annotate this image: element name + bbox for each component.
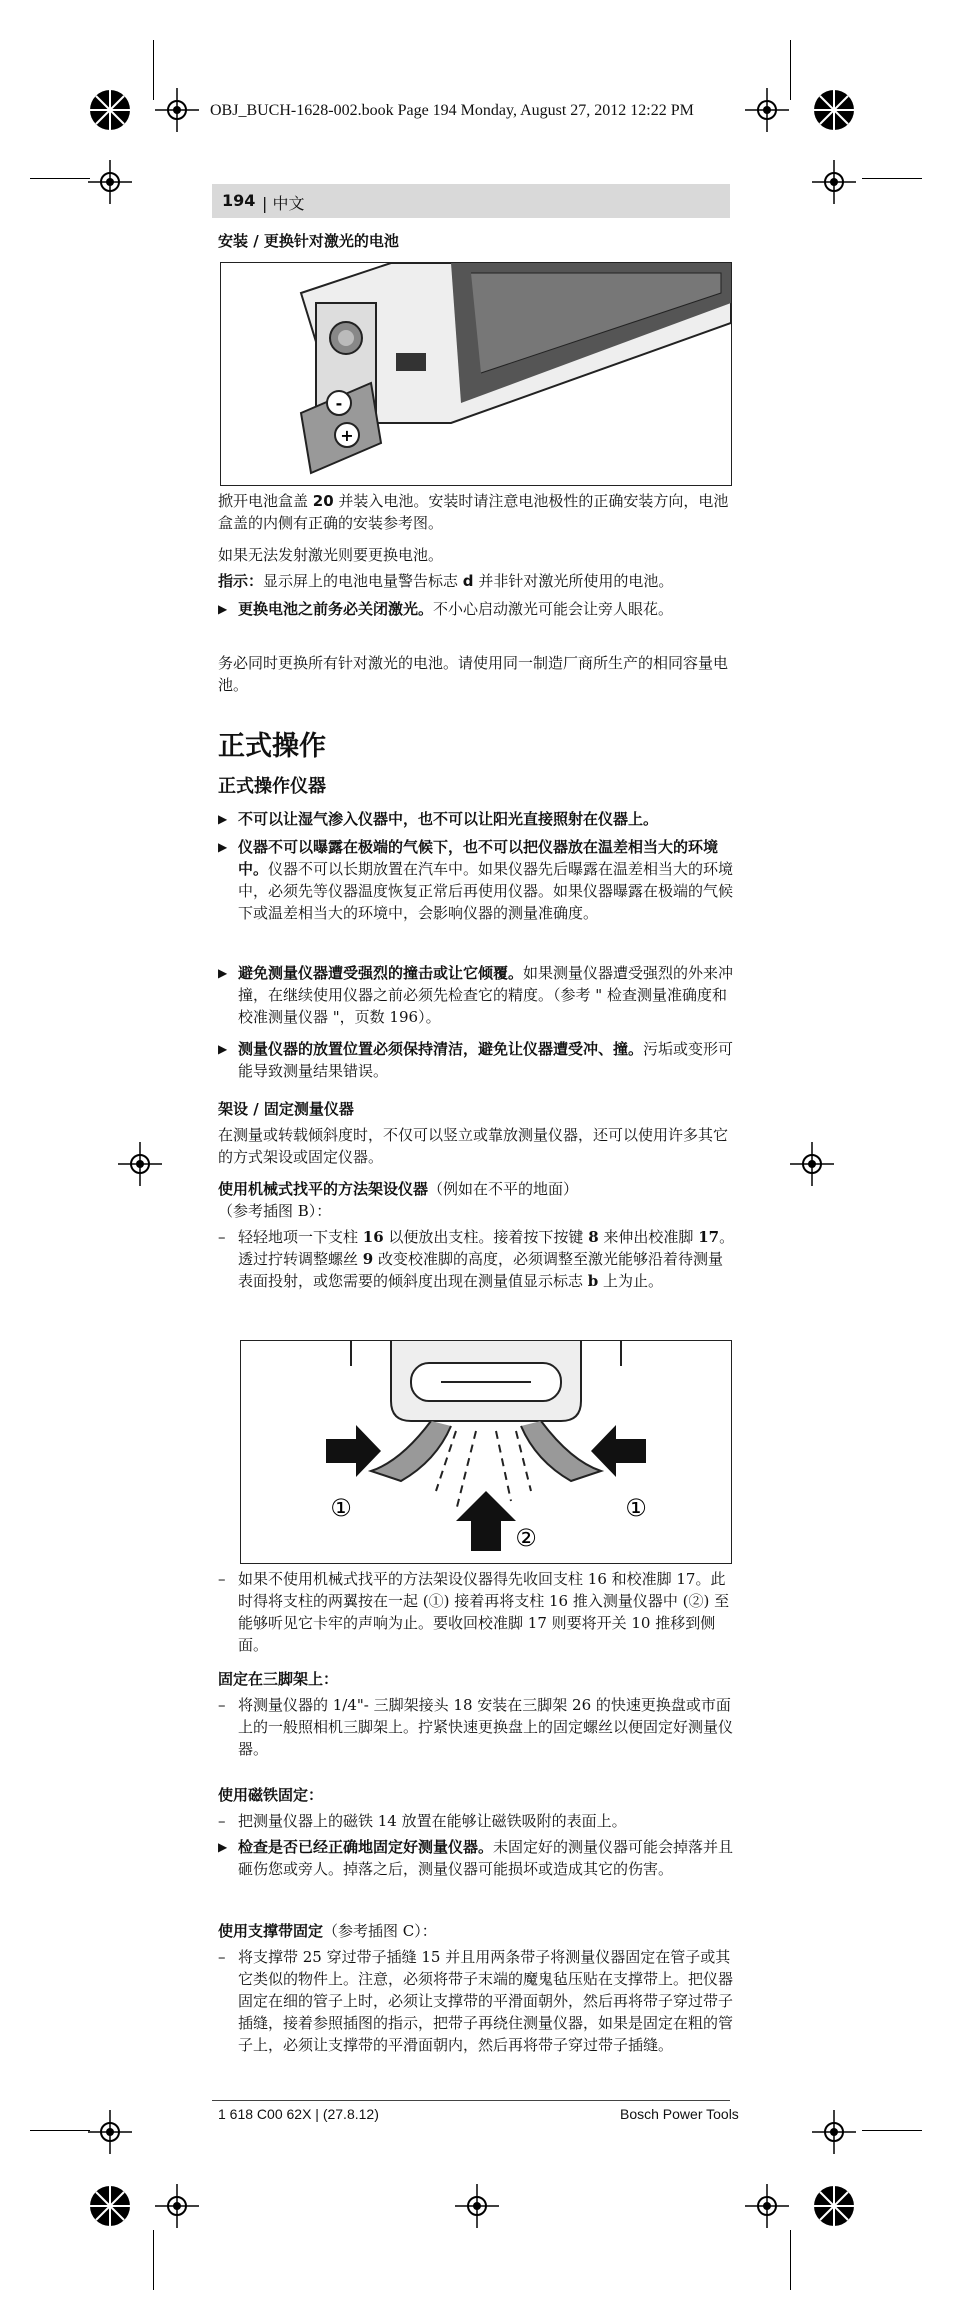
support-retract-illustration	[241, 1341, 731, 1563]
magnet-warning: ▶ 检查是否已经正确地固定好测量仪器。未固定好的测量仪器可能会掉落并且砸伤您或旁人。掉落之后，测量仪器可能损坏或造成其它的伤害。	[218, 1838, 734, 1878]
registration-mark-bottom-right	[812, 2184, 856, 2228]
crop-line	[862, 2130, 922, 2131]
bullet-arrow-icon: ▶	[218, 966, 228, 980]
crop-line	[30, 2130, 90, 2131]
page-language: | 中文	[262, 194, 305, 213]
section-subtitle: 正式操作仪器	[218, 776, 326, 797]
battery-paragraph-4: 务必同时更换所有针对激光的电池。请使用同一制造厂商所生产的相同容量电池。	[218, 654, 729, 694]
magnet-heading: 使用磁铁固定：	[218, 1786, 324, 1804]
mech-step-2: – 如果不使用机械式找平的方法架设仪器得先收回支柱 16 和校准脚 17。此时得将支柱的两翼按在一起 (①) 接着再将支柱 16 推入测量仪器中 (②) 至能够听见它卡牢的声响为止。要收回校准脚 17 则要将开关 10 推移到侧面。	[218, 1570, 730, 1654]
registration-mark-top-right	[812, 88, 856, 132]
operation-bullet-4: ▶ 测量仪器的放置位置必须保持清洁，避免让仪器遭受冲、撞。污垢或变形可能导致测量结果错误。	[218, 1040, 734, 1080]
bullet-arrow-icon: ▶	[218, 602, 228, 616]
strap-step: – 将支撑带 25 穿过带子插缝 15 并且用两条带子将测量仪器固定在管子或其它类似的物件上。注意，必须将带子末端的魔鬼毡压贴在支撑带上。把仪器固定在细的管子上时，必须让支撑带的平滑面朝外，然后再将带子穿过带子插缝，接着参照插图的指示，把带子再绕住测量仪器，如果是固定在粗的管子上，必须让支撑带的平滑面朝内，然后再将带子穿过带子插缝。	[218, 1948, 734, 2054]
crop-line	[153, 40, 154, 100]
battery-heading: 安装 / 更换针对激光的电池	[218, 232, 399, 250]
bullet-arrow-icon: ▶	[218, 1840, 228, 1854]
setup-intro: 在测量或转载倾斜度时，不仅可以竖立或靠放测量仪器，还可以使用许多其它的方式架设或固定仪器。	[218, 1126, 729, 1166]
mech-reference: （参考插图 B）：	[218, 1202, 332, 1220]
crosshair-mark	[155, 88, 199, 132]
page-header-bar	[212, 184, 730, 218]
mech-heading-line: 使用机械式找平的方法架设仪器（例如在不平的地面）	[218, 1180, 579, 1198]
support-figure	[240, 1340, 732, 1564]
tripod-step: – 将测量仪器的 1/4"- 三脚架接头 18 安装在三脚架 26 的快速更换盘或市面上的一般照相机三脚架上。拧紧快速更换盘上的固定螺丝以便固定好测量仪器。	[218, 1696, 734, 1758]
bullet-arrow-icon: ▶	[218, 812, 228, 826]
footer-brand: Bosch Power Tools	[620, 2106, 739, 2122]
battery-warning: ▶ 更换电池之前务必关闭激光。不小心启动激光可能会让旁人眼花。	[218, 600, 674, 618]
crosshair-mark	[88, 160, 132, 204]
crop-line	[862, 178, 922, 179]
figure-label-2: ②	[515, 1524, 537, 1552]
svg-text:+: +	[340, 426, 354, 445]
crop-line	[30, 178, 90, 179]
figure-label-1-left: ①	[330, 1494, 352, 1522]
battery-paragraph-1: 掀开电池盒盖 20 并装入电池。安装时请注意电池极性的正确安装方向，电池盒盖的内侧有正确的安装参考图。	[218, 492, 729, 532]
crop-line	[153, 2230, 154, 2290]
crosshair-mark	[745, 2184, 789, 2228]
magnet-step: – 把测量仪器上的磁铁 14 放置在能够让磁铁吸附的表面上。	[218, 1812, 627, 1830]
battery-figure	[220, 262, 732, 486]
setup-heading: 架设 / 固定测量仪器	[218, 1100, 354, 1118]
crop-line	[790, 40, 791, 100]
section-title: 正式操作	[218, 731, 326, 762]
footer-rule	[212, 2100, 730, 2101]
figure-label-1-right: ①	[625, 1494, 647, 1522]
tripod-heading: 固定在三脚架上：	[218, 1670, 339, 1688]
battery-paragraph-2: 如果无法发射激光则要更换电池。	[218, 546, 444, 564]
operation-bullet-1: ▶ 不可以让湿气渗入仪器中，也不可以让阳光直接照射在仪器上。	[218, 810, 659, 828]
crosshair-mark	[88, 2110, 132, 2154]
crosshair-mark	[745, 88, 789, 132]
crosshair-mark	[118, 1142, 162, 1186]
registration-mark-bottom-left	[88, 2184, 132, 2228]
operation-bullet-3: ▶ 避免测量仪器遭受强烈的撞击或让它倾覆。如果测量仪器遭受强烈的外来冲撞，在继续使用仪器之前必须先检查它的精度。（参考 " 检查测量准确度和校准测量仪器 "，页数 196）。	[218, 964, 734, 1026]
registration-mark-top-left	[88, 88, 132, 132]
strap-heading-line: 使用支撑带固定（参考插图 C）：	[218, 1922, 437, 1940]
bullet-arrow-icon: ▶	[218, 1042, 228, 1056]
svg-text:-: -	[335, 394, 343, 413]
crosshair-mark	[812, 2110, 856, 2154]
crosshair-mark	[155, 2184, 199, 2228]
mech-step-1: – 轻轻地项一下支柱 16 以便放出支柱。接着按下按键 8 来伸出校准脚 17。透过拧转调整螺丝 9 改变校准脚的高度，必须调整至激光能够沿着待测量表面投射，或您需要的倾斜度出现在测量值显示标志 b 上为止。	[218, 1228, 735, 1290]
battery-compartment-illustration	[221, 263, 731, 485]
battery-note: 指示：显示屏上的电池电量警告标志 d 并非针对激光所使用的电池。	[218, 572, 674, 590]
print-header: OBJ_BUCH-1628-002.book Page 194 Monday, August 27, 2012 12:22 PM	[210, 102, 694, 119]
page-number: 194	[222, 191, 256, 210]
operation-bullet-2: ▶ 仪器不可以曝露在极端的气候下，也不可以把仪器放在温差相当大的环境中。仪器不可以长期放置在汽车中。如果仪器先后曝露在温差相当大的环境中，必须先等仪器温度恢复正常后再使用仪器。如果仪器曝露在极端的气候下或温差相当大的环境中，会影响仪器的测量准确度。	[218, 838, 734, 922]
crosshair-mark	[812, 160, 856, 204]
footer-doc-number: 1 618 C00 62X | (27.8.12)	[218, 2106, 379, 2122]
crosshair-mark	[790, 1142, 834, 1186]
bullet-arrow-icon: ▶	[218, 840, 228, 854]
crosshair-mark	[455, 2184, 499, 2228]
crop-line	[790, 2230, 791, 2290]
